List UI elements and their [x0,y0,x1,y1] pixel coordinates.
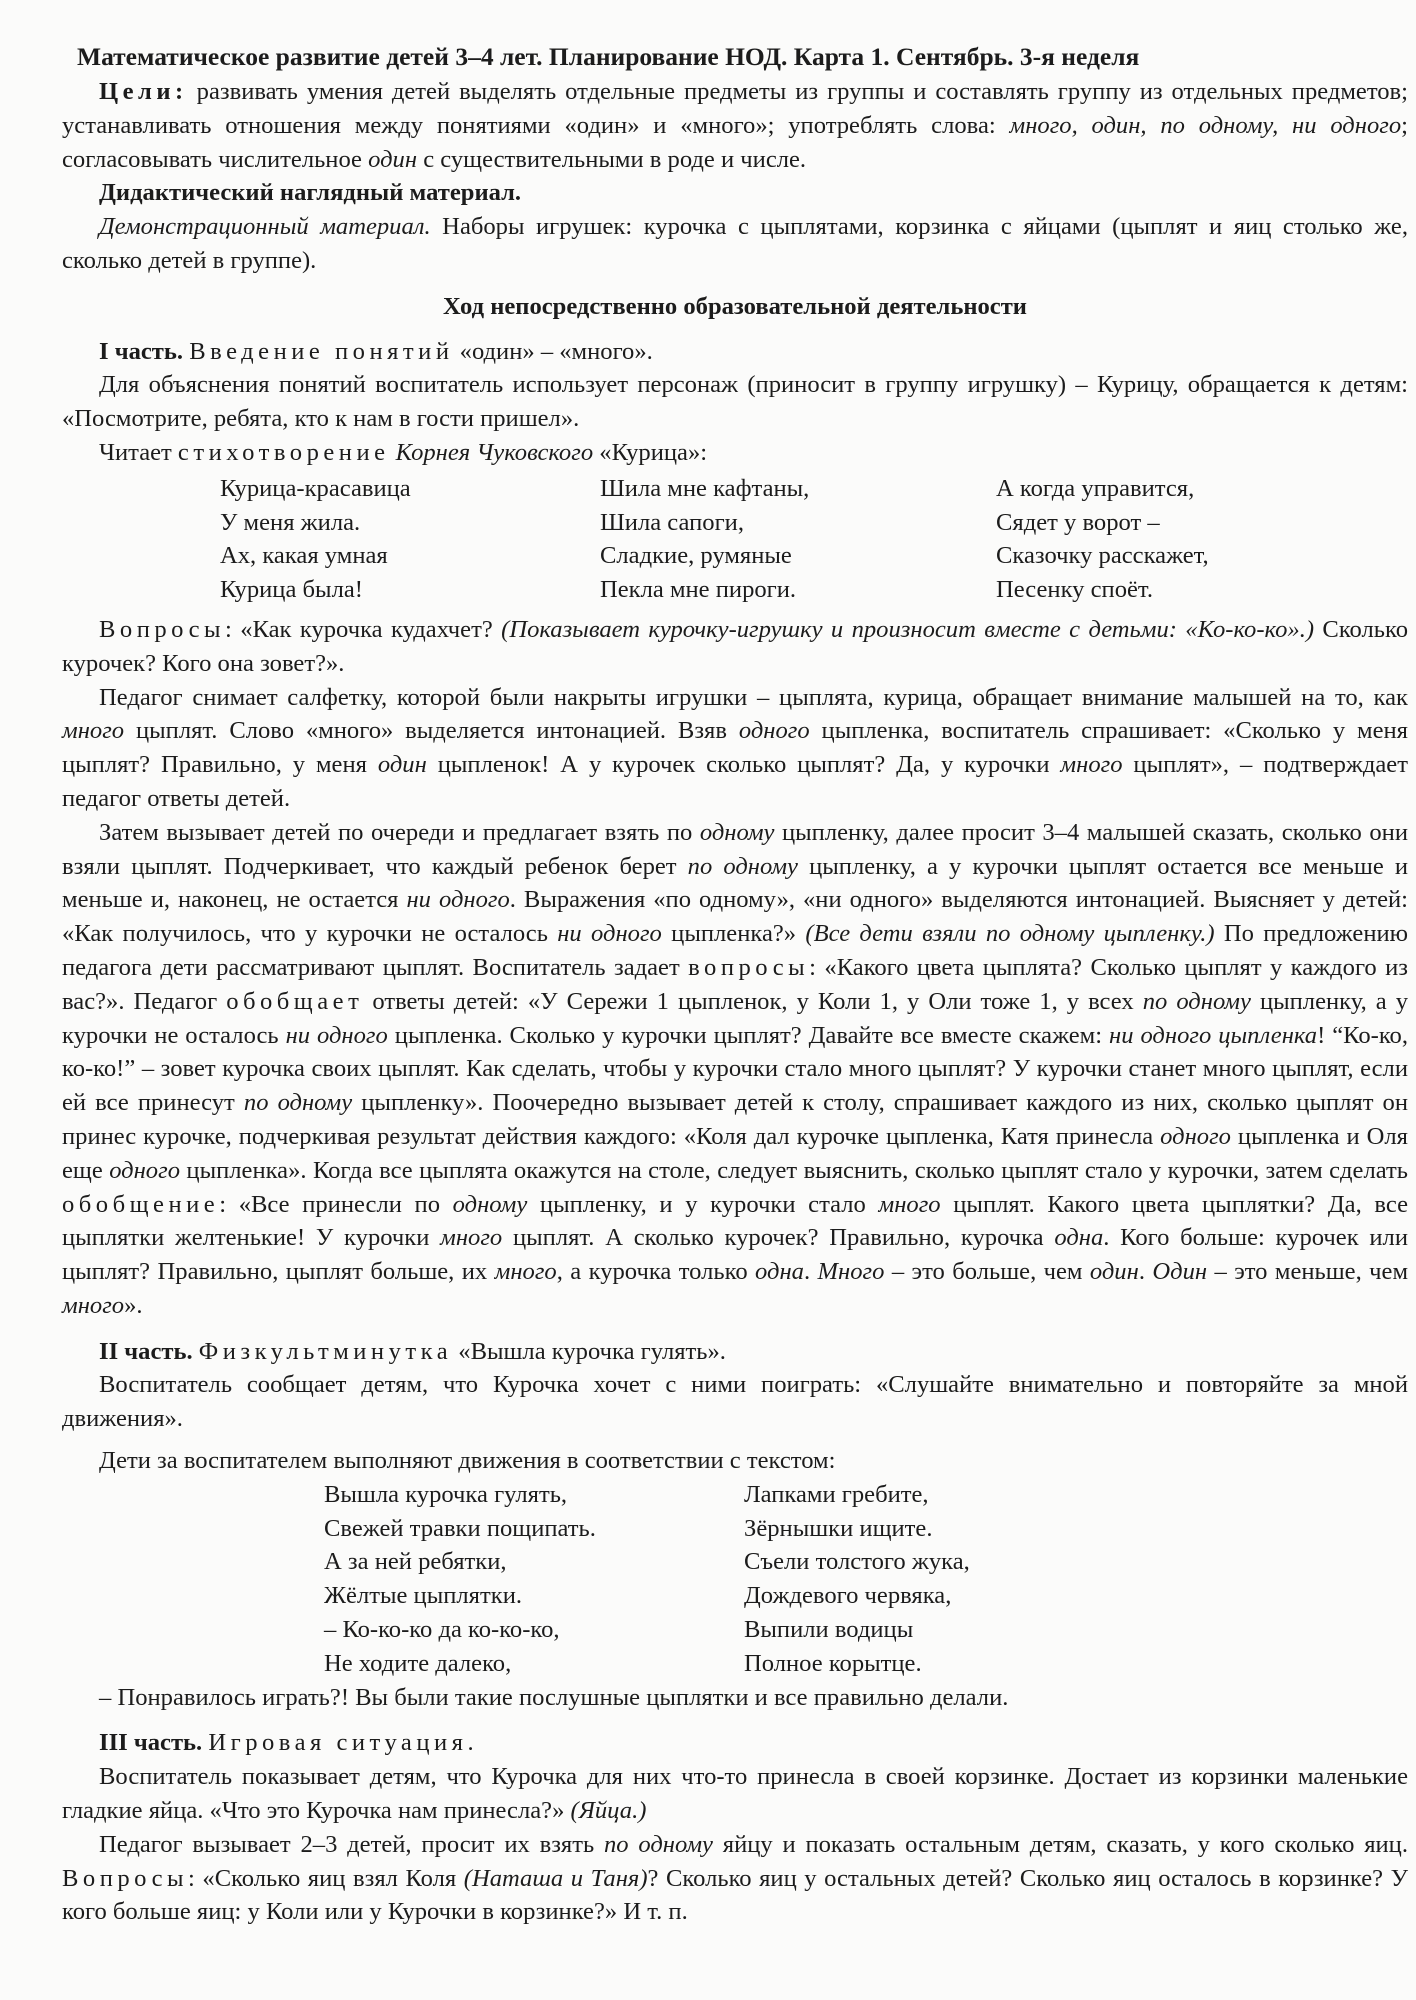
text-segment: ни одного [557,920,662,948]
text-segment: одного [109,1156,180,1184]
text-segment: – это больше, чем [884,1258,1090,1286]
text-segment: цыплят. Какого цвета цыплятки? Да, все цыплятки желтенькие! У курочки [62,1190,1408,1252]
text-segment: ». [124,1291,143,1319]
goals-paragraph: Цели: развивать умения детей выделять отдельные предметы из группы и составлять группу из отдельных предметов; устанавливать отношения между понятиями «один» и «много»; употреблять слова: много, один, по одному, ни одного; согласовывать числительное один с существительными в роде и числе. [62,78,1408,173]
poem-line: Жёлтые цыплятки. [324,1582,522,1610]
part1-paragraph-4 [62,816,1408,1323]
part3-paragraph-2: Педагог вызывает 2–3 детей, просит их взять по одному яйцу и показать остальным детям, сказать, у кого сколько яиц. Вопросы: «Сколько яиц взял Коля (Наташа и Таня)? Сколько яиц у остальных детей? Сколько яиц осталось в корзинке? У кого больше яиц: у Коли или у Курочки в корзинке?» И т. п. [62,1830,1408,1926]
poem-line: Шила мне кафтаны, [600,474,810,502]
text-segment: цыпленку, далее просит 3–4 малышей сказать, сколько они взяли цыплят. Подчеркивает, что каждый ребенок берет [62,818,1408,880]
text-segment: по одному [687,852,798,880]
part2-instruction: Дети за воспитателем выполняют движения в соответствии с текстом: [99,1447,836,1475]
text-segment: одна [1054,1224,1104,1252]
text-segment: одному [699,818,775,846]
poem-line: Полное корытце. [744,1649,922,1677]
document-body [62,40,1408,1929]
poem-line: Дождевого червяка, [744,1582,952,1610]
text-segment: цыпленка?» [661,920,806,948]
goals-label: Цели: [99,78,188,105]
text-segment: ответы детей: «У Сережи 1 цыпленок, у Коли 1, у Оли тоже 1, у всех [363,987,1143,1015]
part3-paragraph-1: Воспитатель показывает детям, что Курочка для них что-то принесла в своей корзинке. Достает из корзинки маленькие гладкие яйца. «Что это Курочка нам принесла?» (Яйца.) [62,1763,1408,1825]
text-segment: цыплят. А сколько курочек? Правильно, курочка [502,1224,1055,1252]
poem-line: У меня жила. [220,508,361,536]
part2-closing: – Понравилось играть?! Вы были такие послушные цыплятки и все правильно делали. [99,1683,1009,1711]
poem-intro: Читает стихотворение Корнея Чуковского «Курица»: [99,438,708,466]
poem-line: А когда управится, [996,474,1195,502]
text-segment: По предложению педагога дети рассматривают цыплят. Воспитатель задает [62,920,1409,981]
poem-line: Ах, какая умная [220,542,388,570]
text-segment: . Выражения «по одному», «ни одного» выделяются интонацией. Выясняет у детей: «Как получилось, что у курочки не осталось [62,886,1408,948]
poem-line: Лапками гребите, [744,1480,929,1508]
text-segment: (Все дети взяли по одному цыпленку.) [805,920,1215,948]
part2-intro: Воспитатель сообщает детям, что Курочка хочет с ними поиграть: «Слушайте внимательно и повторяйте за мной движения». [62,1371,1408,1433]
text-segment: одного [1160,1122,1231,1150]
text-segment: обобщает [226,987,364,1015]
text-segment: одна [755,1258,804,1286]
poem-line: Не ходите далеко, [324,1649,512,1677]
material-heading: Дидактический наглядный материал. [99,179,522,207]
poem-stanza [744,1478,1064,1681]
poem-stanza [600,472,996,607]
text-segment: обобщение [62,1190,220,1218]
text-segment: много [878,1190,941,1218]
text-segment: один [1089,1258,1139,1286]
text-segment: цыпленку, а у курочки цыплят остается все меньше и меньше и, наконец, не остается [62,852,1409,914]
poem-line: Курица-красавица [220,474,411,502]
text-segment: цыпленка и Оля еще [62,1122,1408,1184]
poem-line: Вышла курочка гулять, [324,1480,568,1508]
text-segment: ! “Ко-ко, ко-ко!” – зовет курочка своих цыплят. Как сделать, чтобы у курочки стало много цыплят? У курочки станет много цыплят, если ей все принесут [62,1021,1408,1117]
course-heading: Ход непосредственно образовательной деятельности [443,292,1027,320]
part1-paragraph-3: Педагог снимает салфетку, которой были накрыты игрушки – цыплята, курица, обращает внимание малышей на то, как много цыплят. Слово «много» выделяется интонацией. Взяв одного цыпленка, воспитатель спрашивает: «Сколько у меня цыплят? Правильно, у меня один цыпленок! А у курочек сколько цыплят? Да, у курочки много цыплят», – подтверждает педагог ответы детей. [62,683,1408,812]
text-segment: ни одного [406,886,510,914]
text-segment: цыпленку, а у курочки не осталось [62,987,1409,1049]
poem-line: Песенку споёт. [996,576,1153,604]
part1-heading: I часть. Введение понятий «один» – «много». [99,337,653,365]
text-segment: : «Какого цвета цыплята? Сколько цыплят у каждого из вас?». Педагог [62,953,1408,1015]
poem-exercise [324,1478,1408,1681]
text-segment: – это меньше, чем [1207,1258,1409,1286]
text-segment: : «Все принесли по [219,1190,453,1218]
poem-chukovsky [220,472,1408,607]
poem-line: – Ко-ко-ко да ко-ко-ко, [324,1616,560,1644]
text-segment: ни одного [285,1021,388,1049]
part1-intro: Для объяснения понятий воспитатель использует персонаж (приносит в группу игрушку) – Курицу, обращается к детям: «Посмотрите, ребята, кто к нам в гости пришел». [62,371,1408,433]
questions-paragraph: Вопросы: «Как курочка кудахчет? (Показывает курочку-игрушку и произносит вместе с детьми: «Ко-ко-ко».) Сколько курочек? Кого она зовет?». [62,615,1408,677]
text-segment: ни одного цыпленка [1109,1021,1318,1049]
poem-line: Выпили водицы [744,1616,914,1644]
text-segment: Много [817,1258,885,1286]
text-segment: цыпленка. Сколько у курочки цыплят? Давайте все вместе скажем: [387,1021,1110,1049]
text-segment: , а курочка только [556,1258,756,1286]
poem-line: Сладкие, румяные [600,542,792,570]
page-title: Математическое развитие детей 3–4 лет. Планирование НОД. Карта 1. Сентябрь. 3-я неделя [77,42,1140,71]
part2-heading: II часть. Физкультминутка «Вышла курочка гулять». [99,1337,726,1365]
text-segment: цыпленку». Поочередно вызывает детей к столу, спрашивает каждого из них, сколько цыплят он принес курочке, подчеркивая результат действия каждого: «Коля дал курочке цыпленка, Катя принесла [62,1089,1409,1150]
poem-stanza [996,472,1356,607]
text-segment: цыпленку, и у курочки стало [527,1190,879,1218]
text-segment: Затем вызывает детей по очереди и предлагает взять по [99,818,700,846]
poem-line: Шила сапоги, [600,508,744,536]
material-paragraph: Демонстрационный материал. Наборы игрушек: курочка с цыплятами, корзинка с яйцами (цыплят и яиц столько же, сколько детей в группе). [62,213,1408,274]
poem-line: Сказочку расскажет, [996,542,1209,570]
poem-line: Зёрнышки ищите. [744,1514,933,1542]
text-segment: . [1138,1258,1153,1286]
text-segment: по одному [1142,987,1251,1015]
text-segment: по одному [243,1089,353,1117]
text-segment: цыпленка». Когда все цыплята окажутся на столе, следует выяснить, сколько цыплят стало у курочки, затем сделать [180,1156,1408,1184]
text-segment: . [803,1258,818,1286]
text-segment: много [440,1224,503,1252]
text-segment: вопросы [688,953,810,981]
text-segment: много [62,1291,125,1319]
poem-line: Съели толстого жука, [744,1548,970,1576]
poem-line: Свежей травки пощипать. [324,1514,596,1542]
poem-line: Курица была! [220,576,363,604]
poem-line: А за ней ребятки, [324,1548,507,1576]
poem-stanza [324,1478,744,1681]
poem-stanza [220,472,600,607]
text-segment: много [494,1258,557,1286]
poem-line: Пекла мне пироги. [600,576,797,604]
text-segment: . Кого больше: курочек или цыплят? Правильно, цыплят больше, их [62,1224,1408,1286]
part3-heading: III часть. Игровая ситуация. [99,1729,479,1757]
text-segment: одному [452,1190,528,1218]
poem-line: Сядет у ворот – [996,508,1160,536]
text-segment: Один [1152,1258,1208,1286]
